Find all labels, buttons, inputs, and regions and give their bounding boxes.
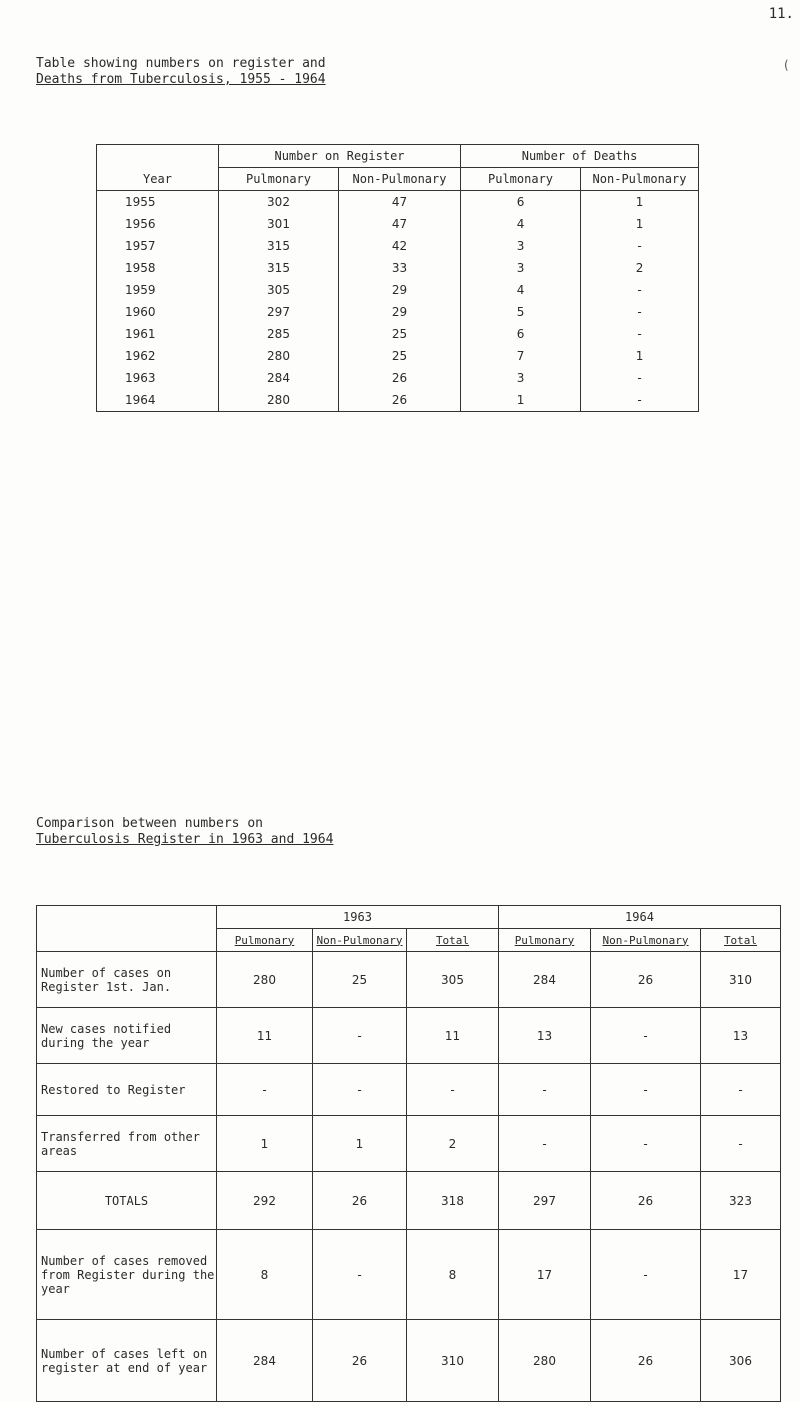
year-cell: 1964 bbox=[97, 389, 219, 412]
cell-1963-pulmonary: 11 bbox=[217, 1008, 313, 1064]
cell-1963-non-pulmonary: - bbox=[313, 1008, 407, 1064]
deaths-pulmonary-cell: 3 bbox=[461, 235, 581, 257]
cell-1964-pulmonary: - bbox=[499, 1116, 591, 1172]
year-cell: 1955 bbox=[97, 191, 219, 214]
deaths-non-pulmonary-cell: - bbox=[581, 235, 699, 257]
cell-1963-non-pulmonary: 26 bbox=[313, 1320, 407, 1402]
page-number: 11. bbox=[768, 6, 794, 22]
header-1964-total: Total bbox=[701, 929, 781, 952]
header-register-pulmonary: Pulmonary bbox=[219, 168, 339, 191]
register-non-pulmonary-cell: 47 bbox=[339, 191, 461, 214]
cell-1963-pulmonary: 280 bbox=[217, 952, 313, 1008]
cell-1964-total: 323 bbox=[701, 1172, 781, 1230]
register-pulmonary-cell: 284 bbox=[219, 367, 339, 389]
cell-1963-pulmonary: 8 bbox=[217, 1230, 313, 1320]
register-deaths-table bbox=[96, 144, 699, 412]
register-non-pulmonary-cell: 26 bbox=[339, 389, 461, 412]
cell-1963-pulmonary: 292 bbox=[217, 1172, 313, 1230]
header-1964-pulmonary: Pulmonary bbox=[499, 929, 591, 952]
year-cell: 1962 bbox=[97, 345, 219, 367]
row-label: Restored to Register bbox=[37, 1064, 217, 1116]
deaths-pulmonary-cell: 3 bbox=[461, 257, 581, 279]
deaths-non-pulmonary-cell: 1 bbox=[581, 345, 699, 367]
header-blank bbox=[37, 906, 217, 952]
header-deaths-non-pulmonary: Non-Pulmonary bbox=[581, 168, 699, 191]
row-label: Number of cases on Register 1st. Jan. bbox=[37, 952, 217, 1008]
deaths-non-pulmonary-cell: - bbox=[581, 279, 699, 301]
table-row bbox=[37, 1116, 781, 1172]
table1-title bbox=[36, 56, 326, 88]
register-non-pulmonary-cell: 29 bbox=[339, 301, 461, 323]
cell-1964-total: - bbox=[701, 1064, 781, 1116]
cell-1964-non-pulmonary: 26 bbox=[591, 1172, 701, 1230]
cell-1964-non-pulmonary: - bbox=[591, 1230, 701, 1320]
cell-1963-non-pulmonary: 1 bbox=[313, 1116, 407, 1172]
table1-title-line1: Table showing numbers on register and bbox=[36, 56, 326, 71]
deaths-pulmonary-cell: 6 bbox=[461, 191, 581, 214]
header-year-1963: 1963 bbox=[217, 906, 499, 929]
cell-1964-pulmonary: 13 bbox=[499, 1008, 591, 1064]
register-non-pulmonary-cell: 42 bbox=[339, 235, 461, 257]
table-row bbox=[97, 191, 699, 214]
deaths-non-pulmonary-cell: - bbox=[581, 301, 699, 323]
cell-1964-non-pulmonary: 26 bbox=[591, 952, 701, 1008]
register-pulmonary-cell: 280 bbox=[219, 345, 339, 367]
header-year-1964: 1964 bbox=[499, 906, 781, 929]
deaths-pulmonary-cell: 1 bbox=[461, 389, 581, 412]
register-pulmonary-cell: 297 bbox=[219, 301, 339, 323]
cell-1963-total: - bbox=[407, 1064, 499, 1116]
table2-title-line1: Comparison between numbers on bbox=[36, 816, 263, 831]
register-pulmonary-cell: 301 bbox=[219, 213, 339, 235]
cell-1964-pulmonary: 17 bbox=[499, 1230, 591, 1320]
margin-mark: ( bbox=[784, 58, 789, 72]
register-pulmonary-cell: 285 bbox=[219, 323, 339, 345]
cell-1964-non-pulmonary: - bbox=[591, 1008, 701, 1064]
register-pulmonary-cell: 315 bbox=[219, 257, 339, 279]
table-row bbox=[97, 301, 699, 323]
comparison-table bbox=[36, 905, 781, 1402]
register-pulmonary-cell: 315 bbox=[219, 235, 339, 257]
header-register-non-pulmonary: Non-Pulmonary bbox=[339, 168, 461, 191]
deaths-pulmonary-cell: 6 bbox=[461, 323, 581, 345]
cell-1963-non-pulmonary: - bbox=[313, 1064, 407, 1116]
year-cell: 1956 bbox=[97, 213, 219, 235]
year-cell: 1960 bbox=[97, 301, 219, 323]
table-row bbox=[97, 257, 699, 279]
table2-title-line2: Tuberculosis Register in 1963 and 1964 bbox=[36, 832, 334, 847]
deaths-non-pulmonary-cell: 2 bbox=[581, 257, 699, 279]
deaths-non-pulmonary-cell: - bbox=[581, 323, 699, 345]
cell-1963-pulmonary: 1 bbox=[217, 1116, 313, 1172]
row-label: Number of cases left on register at end of year bbox=[37, 1320, 217, 1402]
table-row bbox=[37, 1064, 781, 1116]
header-1963-pulmonary: Pulmonary bbox=[217, 929, 313, 952]
row-label: Number of cases removed from Register during the year bbox=[37, 1230, 217, 1320]
table1-title-line2: Deaths from Tuberculosis, 1955 - 1964 bbox=[36, 72, 326, 87]
table-row bbox=[97, 213, 699, 235]
deaths-non-pulmonary-cell: 1 bbox=[581, 191, 699, 214]
cell-1964-total: 310 bbox=[701, 952, 781, 1008]
register-non-pulmonary-cell: 25 bbox=[339, 345, 461, 367]
register-non-pulmonary-cell: 26 bbox=[339, 367, 461, 389]
cell-1964-non-pulmonary: 26 bbox=[591, 1320, 701, 1402]
year-cell: 1961 bbox=[97, 323, 219, 345]
row-label: TOTALS bbox=[37, 1172, 217, 1230]
table-row bbox=[97, 235, 699, 257]
header-1964-non-pulmonary: Non-Pulmonary bbox=[591, 929, 701, 952]
cell-1963-total: 310 bbox=[407, 1320, 499, 1402]
cell-1963-pulmonary: 284 bbox=[217, 1320, 313, 1402]
cell-1964-total: 17 bbox=[701, 1230, 781, 1320]
cell-1963-total: 11 bbox=[407, 1008, 499, 1064]
cell-1964-pulmonary: - bbox=[499, 1064, 591, 1116]
cell-1963-total: 2 bbox=[407, 1116, 499, 1172]
table-row bbox=[97, 323, 699, 345]
table-row bbox=[97, 367, 699, 389]
register-pulmonary-cell: 302 bbox=[219, 191, 339, 214]
cell-1964-non-pulmonary: - bbox=[591, 1064, 701, 1116]
row-label: New cases notified during the year bbox=[37, 1008, 217, 1064]
cell-1963-pulmonary: - bbox=[217, 1064, 313, 1116]
register-non-pulmonary-cell: 47 bbox=[339, 213, 461, 235]
deaths-pulmonary-cell: 7 bbox=[461, 345, 581, 367]
table-row bbox=[37, 952, 781, 1008]
cell-1964-total: - bbox=[701, 1116, 781, 1172]
deaths-non-pulmonary-cell: - bbox=[581, 389, 699, 412]
table-row bbox=[97, 279, 699, 301]
cell-1964-non-pulmonary: - bbox=[591, 1116, 701, 1172]
year-cell: 1963 bbox=[97, 367, 219, 389]
header-number-on-register: Number on Register bbox=[219, 145, 461, 168]
deaths-non-pulmonary-cell: - bbox=[581, 367, 699, 389]
header-1963-non-pulmonary: Non-Pulmonary bbox=[313, 929, 407, 952]
cell-1964-pulmonary: 297 bbox=[499, 1172, 591, 1230]
cell-1963-non-pulmonary: 26 bbox=[313, 1172, 407, 1230]
table-row bbox=[37, 1320, 781, 1402]
register-non-pulmonary-cell: 33 bbox=[339, 257, 461, 279]
header-1963-total: Total bbox=[407, 929, 499, 952]
table-row bbox=[97, 345, 699, 367]
cell-1964-total: 306 bbox=[701, 1320, 781, 1402]
cell-1963-total: 305 bbox=[407, 952, 499, 1008]
cell-1964-total: 13 bbox=[701, 1008, 781, 1064]
header-deaths-pulmonary: Pulmonary bbox=[461, 168, 581, 191]
row-label: Transferred from other areas bbox=[37, 1116, 217, 1172]
table2-title bbox=[36, 816, 333, 848]
deaths-pulmonary-cell: 4 bbox=[461, 279, 581, 301]
year-cell: 1957 bbox=[97, 235, 219, 257]
deaths-pulmonary-cell: 3 bbox=[461, 367, 581, 389]
cell-1963-total: 318 bbox=[407, 1172, 499, 1230]
register-pulmonary-cell: 280 bbox=[219, 389, 339, 412]
year-cell: 1959 bbox=[97, 279, 219, 301]
header-year: Year bbox=[97, 145, 219, 191]
cell-1964-pulmonary: 280 bbox=[499, 1320, 591, 1402]
year-cell: 1958 bbox=[97, 257, 219, 279]
cell-1963-total: 8 bbox=[407, 1230, 499, 1320]
cell-1963-non-pulmonary: 25 bbox=[313, 952, 407, 1008]
register-non-pulmonary-cell: 25 bbox=[339, 323, 461, 345]
table-row bbox=[37, 1230, 781, 1320]
table-row bbox=[37, 1172, 781, 1230]
register-pulmonary-cell: 305 bbox=[219, 279, 339, 301]
table-row bbox=[37, 1008, 781, 1064]
cell-1964-pulmonary: 284 bbox=[499, 952, 591, 1008]
register-non-pulmonary-cell: 29 bbox=[339, 279, 461, 301]
deaths-pulmonary-cell: 4 bbox=[461, 213, 581, 235]
deaths-pulmonary-cell: 5 bbox=[461, 301, 581, 323]
table-row bbox=[97, 389, 699, 412]
header-number-of-deaths: Number of Deaths bbox=[461, 145, 699, 168]
deaths-non-pulmonary-cell: 1 bbox=[581, 213, 699, 235]
cell-1963-non-pulmonary: - bbox=[313, 1230, 407, 1320]
